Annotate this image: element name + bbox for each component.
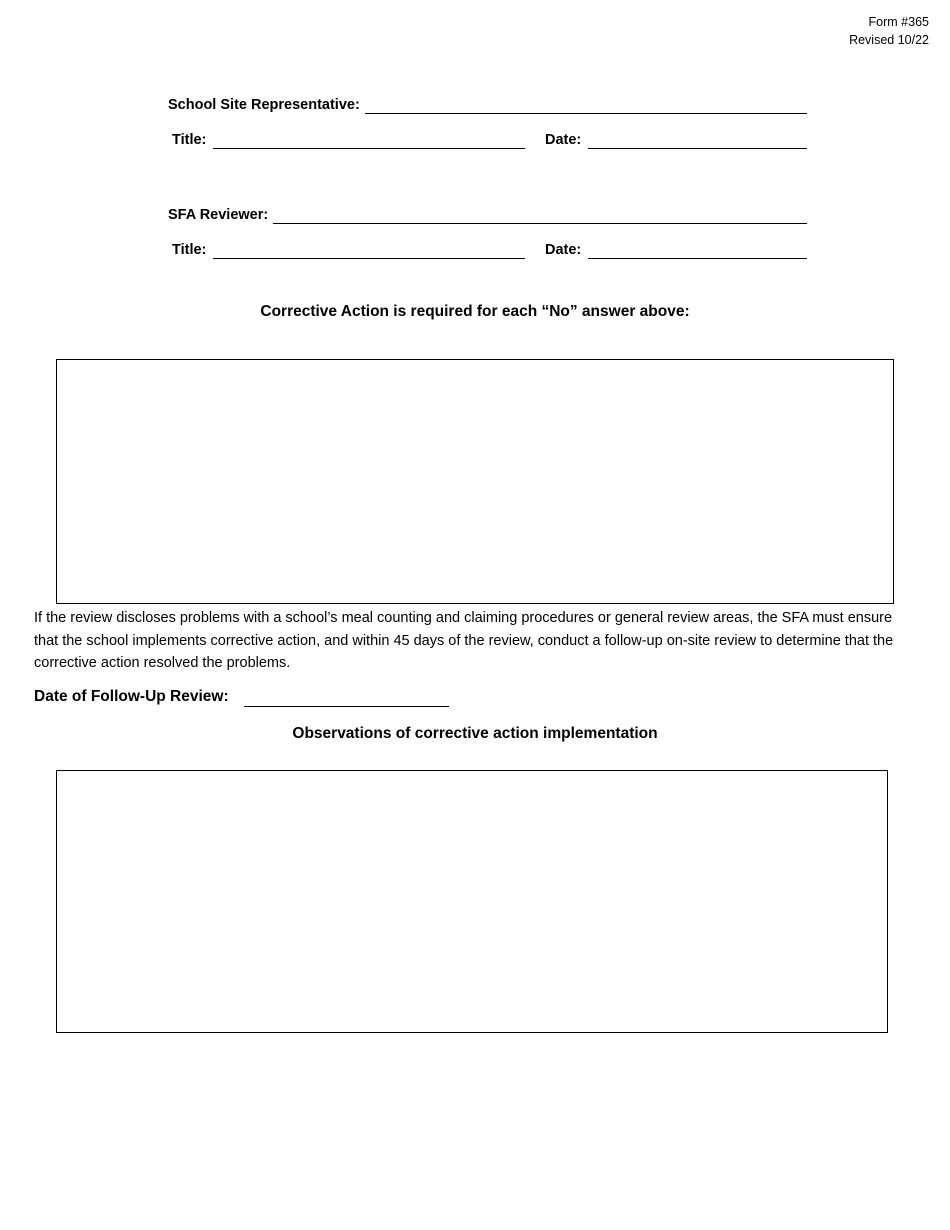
- school-site-representative-label: School Site Representative:: [168, 97, 360, 113]
- school-site-representative-field[interactable]: [365, 113, 807, 114]
- observations-textarea[interactable]: [56, 770, 888, 1033]
- sfa-reviewer-field[interactable]: [273, 223, 807, 224]
- corrective-action-heading: Corrective Action is required for each “No” answer above:: [260, 303, 690, 320]
- followup-date-label: Date of Follow-Up Review:: [34, 688, 229, 705]
- school-site-title-label: Title:: [172, 132, 207, 148]
- corrective-action-textarea[interactable]: [56, 359, 894, 604]
- school-site-title-field[interactable]: [213, 148, 525, 149]
- form-revised: Revised 10/22: [849, 33, 929, 47]
- review-paragraph: If the review discloses problems with a school’s meal counting and claiming procedures or general review areas, the SFA must ensure that the school implements corrective action, and within 45 days of the review, conduct a follow-up on-site review to determine that the corrective action resolved the problems.: [34, 610, 894, 671]
- followup-date-field[interactable]: [244, 706, 449, 707]
- sfa-reviewer-label: SFA Reviewer:: [168, 207, 269, 223]
- sfa-date-label: Date:: [545, 242, 582, 258]
- school-site-date-field[interactable]: [588, 148, 807, 149]
- form-meta: [849, 13, 929, 49]
- sfa-date-field[interactable]: [588, 258, 807, 259]
- form-number: Form #365: [868, 15, 929, 29]
- observations-heading: Observations of corrective action implementation: [292, 725, 658, 742]
- sfa-title-field[interactable]: [213, 258, 525, 259]
- school-site-date-label: Date:: [545, 132, 582, 148]
- sfa-title-label: Title:: [172, 242, 207, 258]
